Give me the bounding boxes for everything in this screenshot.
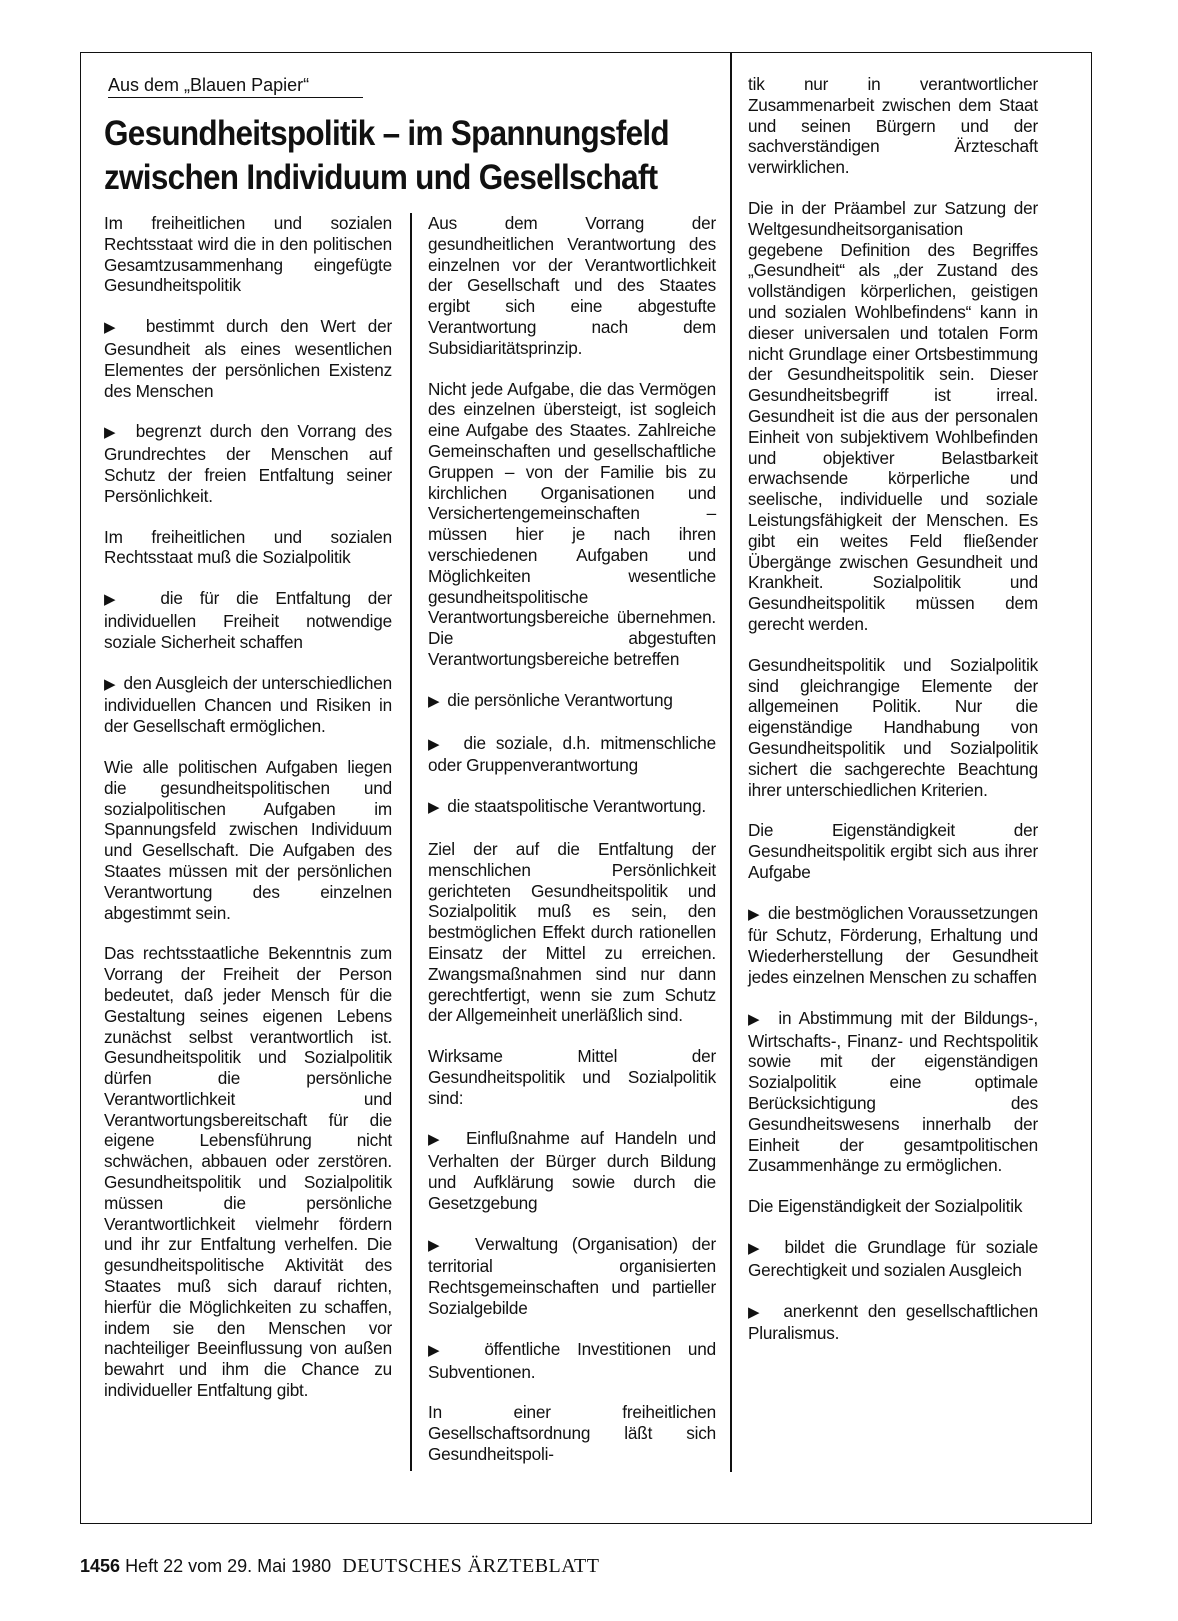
paragraph: Im freiheitlichen und sozialen Rechtsstaat wird die in den politischen Gesamtzusammenhang eingefügte Gesundheitspolitik [104,213,392,296]
magazine-name: DEUTSCHES ÄRZTEBLATT [342,1555,600,1577]
column-divider-2 [730,52,732,1472]
paragraph: In einer freiheitlichen Gesellschaftsordnung läßt sich Gesundheitspoli- [428,1402,716,1465]
article-kicker: Aus dem „Blauen Papier“ [108,74,363,98]
article-headline [104,112,680,200]
text-column-3 [748,74,1038,1344]
bullet-item: ▶ die staatspolitische Verantwortung. [428,796,716,819]
paragraph: Wie alle politischen Aufgaben liegen die gesundheitspolitischen und sozialpolitischen Aufgaben im Spannungsfeld zwischen Individuum und Gesellschaft. Die Aufgaben des Staates müssen mit der persönlichen Verantwortung des einzelnen abgestimmt sein. [104,756,392,923]
bullet-item: ▶ Verwaltung (Organisation) der territorial organisierten Rechtsgemeinschaften und partieller Sozialgebilde [428,1234,716,1319]
bullet-item: ▶ öffentliche Investitionen und Subventionen. [428,1339,716,1383]
paragraph: Nicht jede Aufgabe, die das Vermögen des einzelnen übersteigt, ist sogleich eine Aufgabe des Staates. Zahlreiche Gemeinschaften und gesellschaftliche Gruppen – von der Familie bis zu kirchlichen Organisationen und Versichertengemeinschaften – müssen hier je nach ihren verschiedenen Aufgaben und Möglichkeiten wesentliche gesundheitspolitische Verantwortungsbereiche übernehmen. Die abgestuften Verantwortungsbereiche betreffen [428,378,716,669]
headline-line-2: zwischen Individuum und Gesellschaft [104,158,658,197]
paragraph: Aus dem Vorrang der gesundheitlichen Verantwortung des einzelnen vor der Verantwortlichkeit der Gesellschaft und des Staates ergibt sich eine abgestufte Verantwortung nach dem Subsidiaritätsprinzip. [428,213,716,358]
text-column-1 [104,213,392,1401]
paragraph: Die Eigenständigkeit der Sozialpolitik [748,1196,1023,1217]
paragraph: Wirksame Mittel der Gesundheitspolitik und Sozialpolitik sind: [428,1046,716,1108]
bullet-item: ▶ die persönliche Verantwortung [428,690,716,713]
headline-line-1: Gesundheitspolitik – im Spannungsfeld [104,114,669,153]
paragraph: Gesundheitspolitik und Sozialpolitik sind gleichrangige Elemente der allgemeinen Politik. Nur die eigenständige Handhabung von Gesundheitspolitik und Sozialpolitik sichert die sachgerechte Beachtung ihrer unterschiedlichen Kriterien. [748,654,1038,800]
bullet-item: ▶ den Ausgleich der unterschiedlichen individuellen Chancen und Risiken in der Gesellschaft ermöglichen. [104,673,392,737]
page-number: 1456 [80,1556,121,1576]
bullet-item: ▶ Einflußnahme auf Handeln und Verhalten der Bürger durch Bildung und Aufklärung sowie durch die Gesetzgebung [428,1128,716,1213]
paragraph: Die in der Präambel zur Satzung der Weltgesundheitsorganisation gegebene Definition des Begriffes „Gesundheit“ als „der Zustand des vollständigen körperlichen, geistigen und sozialen Wohlbefindens“ kann in dieser universalen und totalen Form nicht Grundlage einer Ortsbestimmung der Gesundheitspolitik sein. Dieser Gesundheitsbegriff ist irreal. Gesundheit ist die aus der personalen Einheit von subjektivem Wohlbefinden und objektiver Belastbarkeit erwachsende körperliche und seelische, individuelle und soziale Leistungsfähigkeit der Menschen. Es gibt ein weites Feld fließender Übergänge zwischen Gesundheit und Krankheit. Sozialpolitik und Gesundheitspolitik müssen dem gerecht werden. [748,197,1038,634]
paragraph: Die Eigenständigkeit der Gesundheitspolitik ergibt sich aus ihrer Aufgabe [748,820,1038,882]
paragraph: Im freiheitlichen und sozialen Rechtsstaat muß die Sozialpolitik [104,526,392,568]
bullet-item: ▶ die für die Entfaltung der individuellen Freiheit notwendige soziale Sicherheit schaffen [104,588,392,652]
bullet-item: ▶ bildet die Grundlage für soziale Gerechtigkeit und sozialen Ausgleich [748,1237,1038,1281]
column-divider-1 [410,213,412,1471]
paragraph: Das rechtsstaatliche Bekenntnis zum Vorrang der Freiheit der Person bedeutet, daß jeder Mensch für die Gestaltung seines eigenen Lebens zunächst selbst verantwortlich ist. Gesundheitspolitik und Sozialpolitik dürfen die persönliche Verantwortlichkeit und Verantwortungsbereitschaft für die eigene Lebensführung nicht schwächen, abbauen oder zerstören. Gesundheitspolitik und Sozialpolitik müssen die persönliche Verantwortlichkeit vielmehr fördern und ihr zur Entfaltung verhelfen. Die gesundheitspolitische Aktivität des Staates muß sich darauf richten, hierfür die Möglichkeiten zu schaffen, indem sie den Menschen vor nachteiliger Beeinflussung von außen bewahrt und ihm die Chance zu individueller Entfaltung gibt. [104,943,392,1401]
text-column-2 [428,213,716,1465]
bullet-item: ▶ bestimmt durch den Wert der Gesundheit als eines wesentlichen Elementes der persönlichen Existenz des Menschen [104,316,392,401]
paragraph: Ziel der auf die Entfaltung der menschlichen Persönlichkeit gerichteten Gesundheitspolitik und Sozialpolitik muß es sein, den bestmöglichen Effekt durch rationellen Einsatz der Mittel zu erreichen. Zwangsmaßnahmen sind nur dann gerechtfertigt, wenn sie zum Schutz der Allgemeinheit unerläßlich sind. [428,838,716,1026]
paragraph: tik nur in verantwortlicher Zusammenarbeit zwischen dem Staat und seinen Bürgern und der sachverständigen Ärzteschaft verwirklichen. [748,74,1038,178]
issue-info: Heft 22 vom 29. Mai 1980 [125,1556,332,1576]
bullet-item: ▶ die soziale, d.h. mitmenschliche oder Gruppenverantwortung [428,733,716,777]
bullet-item: ▶ in Abstimmung mit der Bildungs-, Wirtschafts-, Finanz- und Rechtspolitik sowie mit der eigenständigen Sozialpolitik eine optimale Berücksichtigung des Gesundheitswesens innerhalb der Einheit der gesamtpolitischen Zusammenhänge zu ermöglichen. [748,1008,1038,1176]
bullet-item: ▶ begrenzt durch den Vorrang des Grundrechtes der Menschen auf Schutz der freien Entfaltung seiner Persönlichkeit. [104,421,392,506]
page-footer [80,1554,980,1578]
bullet-item: ▶ anerkennt den gesellschaftlichen Pluralismus. [748,1301,1038,1345]
bullet-item: ▶ die bestmöglichen Voraussetzungen für Schutz, Förderung, Erhaltung und Wiederherstellung der Gesundheit jedes einzelnen Menschen zu schaffen [748,903,1038,988]
